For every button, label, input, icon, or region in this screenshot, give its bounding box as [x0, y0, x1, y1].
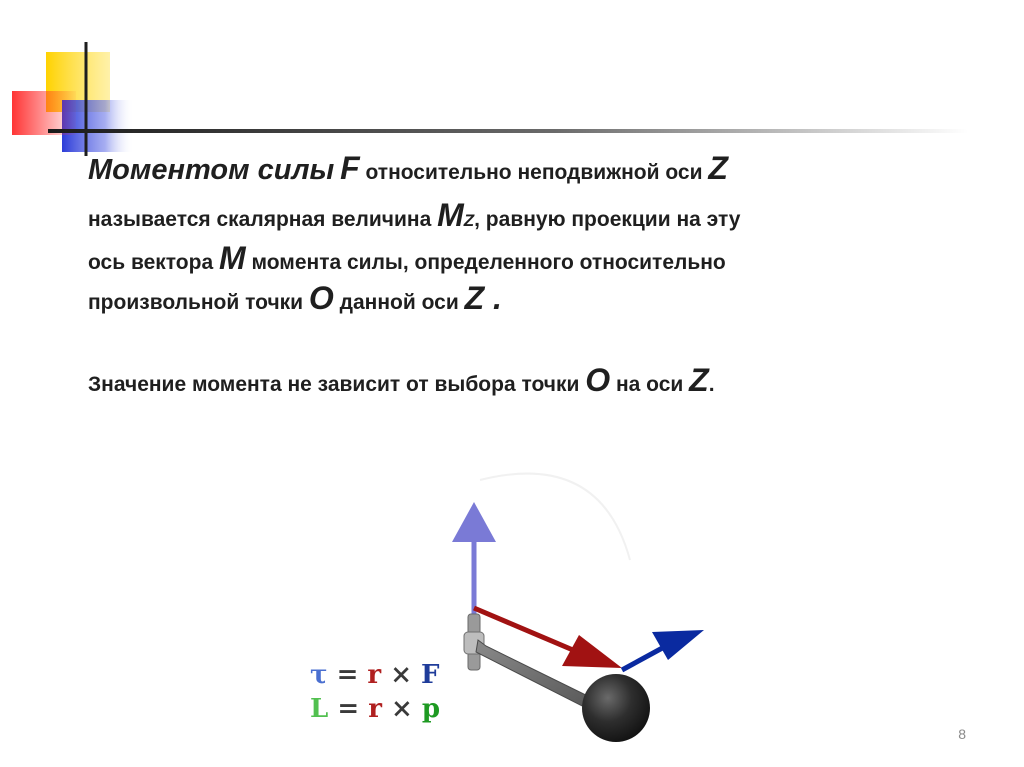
definition-line-3 — [88, 240, 726, 277]
point-symbol-2: O — [585, 362, 611, 398]
statement-text-2: на оси — [615, 373, 684, 396]
r-symbol: r — [367, 660, 382, 690]
angular-momentum-equation — [310, 694, 440, 724]
mass-ball — [582, 674, 650, 742]
definition-text-3b: момента силы, определенного относительно — [251, 251, 726, 274]
F-symbol: F — [421, 660, 440, 690]
cross-sign: × — [390, 660, 412, 690]
definition-text-2: называется скалярная величина — [88, 208, 432, 231]
statement-text: Значение момента не зависит от выбора точки — [88, 373, 580, 396]
horizontal-rule — [48, 129, 968, 133]
force-arrow-head — [652, 630, 704, 660]
definition-line-2 — [88, 197, 740, 234]
definition-text-1: относительно неподвижной оси — [365, 161, 703, 184]
definition-text-3: ось вектора — [88, 251, 214, 274]
axis-symbol-2: Z . — [464, 280, 502, 316]
torque-equation — [310, 660, 440, 690]
force-symbol: F — [340, 150, 360, 186]
axis-symbol: Z — [708, 150, 728, 186]
p-symbol: p — [421, 694, 441, 724]
definition-line-1 — [88, 150, 728, 187]
r-symbol-2: r — [368, 694, 382, 724]
statement-line — [88, 362, 715, 399]
definition-text-2b: , равную проекции на эту — [474, 208, 741, 231]
axis-symbol-3: Z — [689, 362, 709, 398]
definition-text-4: произвольной точки — [88, 291, 304, 314]
torque-arrow-head — [452, 502, 496, 542]
point-symbol: O — [308, 280, 334, 316]
radius-arrow-shaft — [474, 608, 580, 653]
moment-subscript: Z — [463, 211, 475, 230]
L-symbol: L — [310, 694, 329, 724]
equals-sign: = — [336, 660, 359, 690]
cross-sign-2: × — [390, 694, 413, 724]
moment-symbol: M — [437, 197, 464, 233]
tau-symbol: τ — [310, 660, 328, 690]
red-square — [12, 91, 76, 135]
page-number: 8 — [958, 726, 966, 742]
statement-period: . — [708, 373, 715, 396]
definition-line-4 — [88, 280, 502, 317]
moment-vector-symbol: M — [218, 240, 246, 276]
definition-lead: Моментом силы — [88, 154, 335, 186]
force-arrow-shaft — [622, 646, 666, 670]
radius-arrow-head — [562, 635, 622, 668]
equals-sign-2: = — [337, 694, 360, 724]
definition-text-4b: данной оси — [339, 291, 459, 314]
